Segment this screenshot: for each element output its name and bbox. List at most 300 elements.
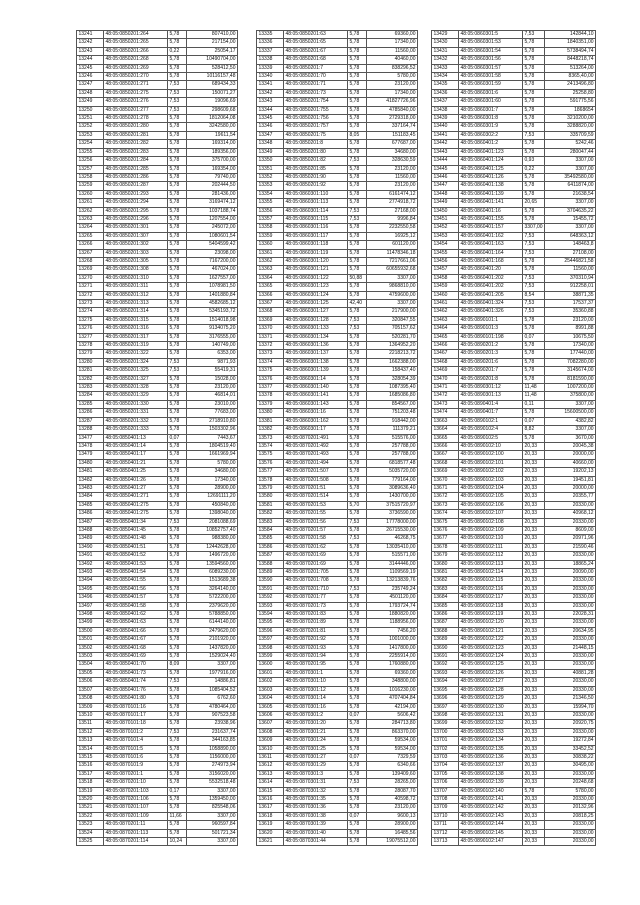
amount-cell: 150071,27 [187,89,238,97]
row-number-cell: 13525 [77,838,104,846]
cadastral-number-cell: 48:05:0850201:332 [104,417,168,425]
table-row [77,577,238,585]
amount-cell: 7082280,00 [545,358,596,366]
row-number-cell: 13275 [77,316,104,324]
rate-cell: 8,82 [523,426,545,434]
row-number-cell: 13273 [77,300,104,308]
cadastral-number-cell: 48:05:0860401:205 [459,291,523,299]
row-number-cell: 13712 [432,829,459,837]
amount-cell: 20330,00 [545,838,596,846]
row-number-cell: 13497 [77,602,104,610]
cadastral-number-cell: 48:05:0850201:330 [104,400,168,408]
cadastral-number-cell: 48:05:0860401:139 [459,190,523,198]
rate-cell: 20,33 [523,602,545,610]
amount-cell: 17778000,00 [367,518,418,526]
cadastral-number-cell: 48:05:0850201:67 [284,47,348,55]
row-number-cell: 13284 [77,392,104,400]
rate-cell: 5,78 [348,342,367,350]
amount-cell: 912258,01 [545,283,596,291]
amount-cell: 8365,40,00 [545,73,596,81]
rate-cell: 5,78 [168,753,187,761]
table-row [257,552,418,560]
amount-cell: 20330,00 [545,501,596,509]
rate-cell: 5,78 [348,804,367,812]
table-row [257,384,418,392]
row-number-cell: 13465 [432,333,459,341]
rate-cell: 5,78 [168,770,187,778]
cadastral-number-cell: 48:05:0890102:138 [459,770,523,778]
amount-cell: 1007200,00 [545,384,596,392]
table-row [432,753,596,761]
amount-cell: 6161474,12 [367,190,418,198]
rate-cell: 5,78 [348,308,367,316]
amount-cell: 5780,00 [367,73,418,81]
rate-cell: 5,78 [168,602,187,610]
cadastral-number-cell: 48:05:0890102:107 [459,510,523,518]
amount-cell: 1868654 [545,106,596,114]
table-row [257,199,418,207]
row-number-cell: 13448 [432,190,459,198]
row-number-cell: 13352 [257,173,284,181]
rate-cell: 5,78 [348,81,367,89]
amount-cell: 1880820,00 [367,611,418,619]
cadastral-number-cell: 48:05:0870301:3 [284,770,348,778]
table-row [257,182,418,190]
cadastral-number-cell: 48:05:0850201:287 [104,182,168,190]
cadastral-number-cell: 48:05:0890102:112 [459,552,523,560]
amount-cell: 3307,00 [545,224,596,232]
cadastral-number-cell: 48:05:0860301:117 [284,232,348,240]
row-number-cell: 13686 [432,611,459,619]
rate-cell: 20,33 [523,821,545,829]
table-row [432,644,596,652]
rate-cell: 5,78 [348,728,367,736]
amount-cell: 40460,00 [367,56,418,64]
rate-cell: 20,33 [523,686,545,694]
rate-cell: 5,78 [523,257,545,265]
table-row [257,81,418,89]
row-number-cell: 13281 [77,367,104,375]
table-row [432,224,596,232]
row-number-cell: 13458 [432,274,459,282]
cadastral-number-cell: 48:05:0860301:124 [284,291,348,299]
row-number-cell: 13361 [257,249,284,257]
table-row [77,510,238,518]
amount-cell: 34680,00 [367,148,418,156]
amount-cell: 21638,54 [545,190,596,198]
cadastral-number-cell: 48:05:0850401:70 [104,661,168,669]
row-number-cell: 13487 [77,518,104,526]
amount-cell: 21346,50 [545,695,596,703]
rate-cell: 0,07 [348,711,367,719]
cadastral-number-cell: 48:05:0890102:137 [459,762,523,770]
amount-cell: 20330,00 [545,518,596,526]
rate-cell: 7,53 [348,779,367,787]
cadastral-number-cell: 48:05:0870201:69 [284,552,348,560]
row-number-cell: 13675 [432,518,459,526]
amount-cell: 34680,00 [187,468,238,476]
row-number-cell: 13600 [257,661,284,669]
table-row [257,173,418,181]
row-number-cell: 13480 [77,459,104,467]
row-number-cell: 13512 [77,728,104,736]
rate-cell: 5,78 [168,543,187,551]
row-number-cell: 13344 [257,106,284,114]
rate-cell: 5,78 [348,73,367,81]
rate-cell: 7,53 [348,157,367,165]
table-row [77,451,238,459]
amount-cell: 16485,56 [367,829,418,837]
row-number-cell: 13287 [77,417,104,425]
row-number-cell: 13477 [77,434,104,442]
cadastral-number-cell: 48:05:0860301:134 [284,333,348,341]
table-row [257,249,418,257]
amount-cell: 1503302,96 [187,426,238,434]
row-number-cell: 13495 [77,585,104,593]
rate-cell: 7,53 [168,98,187,106]
table-row [77,468,238,476]
rate-cell: 5,78 [168,199,187,207]
table-row [257,821,418,829]
rate-cell: 5,78 [348,703,367,711]
table-row [257,47,418,55]
row-number-cell: 13274 [77,308,104,316]
amount-cell: 20330,00 [545,686,596,694]
row-number-cell: 13684 [432,594,459,602]
cadastral-number-cell: 48:05:0850201:282 [104,140,168,148]
rate-cell: 5,78 [168,795,187,803]
table-row [257,417,418,425]
amount-cell: 40598,72 [367,795,418,803]
cadastral-number-cell: 48:05:0850201:277 [104,106,168,114]
amount-cell: 705157,62 [367,325,418,333]
table-row [432,123,596,131]
cadastral-number-cell: 48:05:0870301:16 [284,703,348,711]
amount-cell: 5780,00 [545,787,596,795]
rate-cell: 5,78 [168,779,187,787]
cadastral-number-cell: 48:05:0870201:10 [104,779,168,787]
table-row [77,190,238,198]
row-number-cell: 13270 [77,274,104,282]
cadastral-number-cell: 48:05:0870201:514 [284,493,348,501]
row-number-cell: 13510 [77,711,104,719]
row-number-cell: 13345 [257,115,284,123]
amount-cell: 28900,00 [367,821,418,829]
cadastral-number-cell: 48:05:0870201:508 [284,476,348,484]
table-row [432,409,596,417]
cadastral-number-cell: 48:05:0850201:319 [104,342,168,350]
row-number-cell: 13277 [77,333,104,341]
rate-cell: 5,78 [523,56,545,64]
cadastral-number-cell: 48:05:0860301:139 [284,367,348,375]
row-number-cell: 13603 [257,686,284,694]
table-row [257,703,418,711]
rate-cell: 5,78 [348,31,367,39]
row-number-cell: 13713 [432,838,459,846]
rate-cell: 5,78 [348,384,367,392]
rate-cell: 5,78 [168,745,187,753]
cadastral-number-cell: 48:05:0850201:75 [284,131,348,139]
amount-cell: 5738494,74 [545,47,596,55]
cadastral-number-cell: 48:05:0870201:73 [284,602,348,610]
cadastral-number-cell: 48:05:0850201:757 [284,123,348,131]
rate-cell: 5,78 [168,552,187,560]
amount-cell: 4785840,00 [367,106,418,114]
row-number-cell: 13598 [257,644,284,652]
table-row [432,257,596,265]
table-row [257,695,418,703]
row-number-cell: 13362 [257,257,284,265]
row-number-cell: 13611 [257,753,284,761]
table-row [432,518,596,526]
rate-cell: 7,53 [348,316,367,324]
amount-cell: 1430700,00 [367,493,418,501]
table-row [257,207,418,215]
table-row [257,762,418,770]
cadastral-number-cell: 48:05:0860301:128 [284,316,348,324]
rate-cell: 20,33 [523,594,545,602]
cadastral-number-cell: 48:05:0860301:58 [459,73,523,81]
amount-cell: 918442,00 [367,417,418,425]
amount-cell: 1529024,40 [187,653,238,661]
cadastral-number-cell: 48:05:0890102:134 [459,737,523,745]
row-number-cell: 13488 [77,526,104,534]
row-number-cell: 13353 [257,182,284,190]
cadastral-number-cell: 48:05:0870201:51 [284,484,348,492]
amount-cell: 3704635,22 [545,207,596,215]
cadastral-number-cell: 48:05:0870101:16 [104,703,168,711]
cadastral-number-cell: 48:05:0860301:53 [459,39,523,47]
table-row [432,829,596,837]
row-number-cell: 13601 [257,669,284,677]
amount-cell: 20330,00 [545,636,596,644]
amount-cell: 1793724,74 [367,602,418,610]
amount-cell: 37515720,97 [367,501,418,509]
amount-cell: 13035410,00 [367,543,418,551]
cadastral-number-cell: 48:05:0890401:4 [459,400,523,408]
rate-cell: 7,53 [523,31,545,39]
cadastral-number-cell: 48:05:0870201:11 [104,821,168,829]
cadastral-number-cell: 48:05:0860401:202 [459,283,523,291]
amount-cell: 1080601,54 [187,232,238,240]
row-number-cell: 13590 [257,577,284,585]
cadastral-number-cell: 48:05:0850401:25 [104,468,168,476]
row-number-cell: 13574 [257,442,284,450]
cadastral-number-cell: 48:05:0890102:109 [459,526,523,534]
cadastral-number-cell: 48:05:0870201:507 [284,468,348,476]
row-number-cell: 13245 [77,64,104,72]
table-row [257,316,418,324]
amount-cell: 59534,00 [367,745,418,753]
table-row [257,829,418,837]
amount-cell: 6411874,00 [545,182,596,190]
amount-cell: 5242,46 [545,140,596,148]
rate-cell: 5,78 [168,619,187,627]
table-row [77,636,238,644]
amount-cell: 5532518,48 [187,779,238,787]
row-number-cell: 13489 [77,535,104,543]
row-number-cell: 13708 [432,795,459,803]
table-row [257,611,418,619]
cadastral-number-cell: 48:05:0870201:57 [284,526,348,534]
row-number-cell: 13466 [432,342,459,350]
row-number-cell: 13461 [432,300,459,308]
amount-cell: 10675,50 [545,333,596,341]
cadastral-number-cell: 48:05:0860301:120 [284,257,348,265]
cadastral-number-cell: 48:05:0890102:117 [459,594,523,602]
cadastral-number-cell: 48:05:0870101:18 [104,720,168,728]
cadastral-number-cell: 48:05:0870301:12 [284,686,348,694]
cadastral-number-cell: 48:05:0850401:52 [104,552,168,560]
amount-cell: 3307,00 [545,165,596,173]
cadastral-number-cell: 48:05:0870301:2 [284,711,348,719]
amount-cell: 12442628,00 [187,543,238,551]
amount-cell: 235749,24 [367,585,418,593]
row-number-cell: 13517 [77,770,104,778]
row-number-cell: 13577 [257,468,284,476]
cadastral-number-cell: 48:05:0890102:136 [459,753,523,761]
row-number-cell: 13279 [77,350,104,358]
amount-cell: 20330,00 [545,678,596,686]
rate-cell: 5,78 [523,173,545,181]
table-row [257,737,418,745]
amount-cell: 3169474,12 [187,199,238,207]
amount-cell: 1514018,98 [187,316,238,324]
cadastral-number-cell: 48:05:0870301:14 [284,695,348,703]
amount-cell: 20355,77 [545,493,596,501]
table-row [77,291,238,299]
rate-cell: 5,78 [523,39,545,47]
rate-cell: 5,78 [168,224,187,232]
row-number-cell: 13580 [257,493,284,501]
cadastral-number-cell: 48:05:0890102:119 [459,611,523,619]
row-number-cell: 13610 [257,745,284,753]
amount-cell: 35492580,00 [545,173,596,181]
rate-cell: 5,78 [348,39,367,47]
cadastral-number-cell: 48:05:0850201:92 [284,182,348,190]
cadastral-number-cell: 48:05:0860401:157 [459,224,523,232]
table-row [432,711,596,719]
cadastral-number-cell: 48:05:0860301:121 [284,266,348,274]
rate-cell: 20,33 [523,518,545,526]
amount-cell: 142844,10 [545,31,596,39]
rate-cell: 20,33 [523,812,545,820]
cadastral-number-cell: 48:05:0850401:55 [104,577,168,585]
cadastral-number-cell: 48:05:0890102:125 [459,661,523,669]
rate-cell: 5,78 [168,686,187,694]
amount-cell: 1016230,00 [367,686,418,694]
row-number-cell: 13370 [257,325,284,333]
row-number-cell: 13283 [77,384,104,392]
table-row [432,350,596,358]
row-number-cell: 13381 [257,417,284,425]
cadastral-number-cell: 48:05:0870201:95 [284,661,348,669]
amount-cell: 375800,00 [545,392,596,400]
amount-cell: 4780464,00 [187,703,238,711]
table-row [432,367,596,375]
table-row [77,804,238,812]
rate-cell: 5,78 [348,434,367,442]
rate-cell: 5,78 [348,367,367,375]
amount-cell: 7167200,00 [187,257,238,265]
table-row [432,106,596,114]
amount-cell: 5606,42 [367,711,418,719]
amount-cell: 20132,96 [545,804,596,812]
rate-cell: 5,78 [348,426,367,434]
rate-cell: 0,07 [523,417,545,425]
amount-cell: 1001000,00 [367,636,418,644]
cadastral-number-cell: 48:05:0890102:5 [459,434,523,442]
row-number-cell: 13602 [257,678,284,686]
cadastral-number-cell: 48:05:0890101:1 [459,316,523,324]
table-row [77,392,238,400]
amount-cell: 1109569,19 [367,569,418,577]
row-number-cell: 13695 [432,686,459,694]
table-row [257,157,418,165]
row-number-cell: 13506 [77,678,104,686]
table-row [257,215,418,223]
cadastral-number-cell: 48:05:0870301:31 [284,779,348,787]
rate-cell: 7,53 [168,81,187,89]
table-row [257,64,418,72]
cadastral-number-cell: 48:05:0890102:140 [459,787,523,795]
cadastral-number-cell: 48:05:0890102:115 [459,577,523,585]
cadastral-number-cell: 48:05:0860401:126 [459,173,523,181]
cadastral-number-cell: 48:05:0870301:25 [284,745,348,753]
row-number-cell: 13340 [257,73,284,81]
amount-cell: 25446821,58 [545,257,596,265]
row-number-cell: 13585 [257,535,284,543]
cadastral-number-cell: 48:05:0870201:107 [104,804,168,812]
rate-cell: 20,33 [523,669,545,677]
row-number-cell: 13376 [257,375,284,383]
row-number-cell: 13619 [257,821,284,829]
row-number-cell: 13696 [432,695,459,703]
amount-cell: 15455,72 [545,215,596,223]
table-row [257,535,418,543]
cadastral-number-cell: 48:05:0850201:278 [104,115,168,123]
amount-cell: 55419,31 [187,367,238,375]
table-row [257,400,418,408]
table-row [257,459,418,467]
row-number-cell: 13607 [257,720,284,728]
rate-cell: 7,53 [348,215,367,223]
row-number-cell: 13365 [257,283,284,291]
cadastral-number-cell: 48:05:0890102:100 [459,451,523,459]
row-number-cell: 13339 [257,64,284,72]
row-number-cell: 13595 [257,619,284,627]
cadastral-number-cell: 48:05:0850401:45 [104,526,168,534]
table-row [432,468,596,476]
amount-cell: 23120,00 [545,316,596,324]
rate-cell: 5,78 [348,291,367,299]
amount-cell: 2101920,00 [187,636,238,644]
row-number-cell: 13248 [77,89,104,97]
row-number-cell: 13286 [77,409,104,417]
table-row [432,543,596,551]
table-row [257,526,418,534]
row-number-cell: 13709 [432,804,459,812]
amount-cell: 20330,00 [545,795,596,803]
row-number-cell: 13255 [77,148,104,156]
row-number-cell: 13457 [432,266,459,274]
amount-cell: 19096,69 [187,98,238,106]
amount-cell: 60655932,68 [367,266,418,274]
rate-cell: 20,33 [523,535,545,543]
row-number-cell: 13575 [257,451,284,459]
cadastral-number-cell: 48:05:0870101:9 [104,762,168,770]
row-number-cell: 13473 [432,400,459,408]
